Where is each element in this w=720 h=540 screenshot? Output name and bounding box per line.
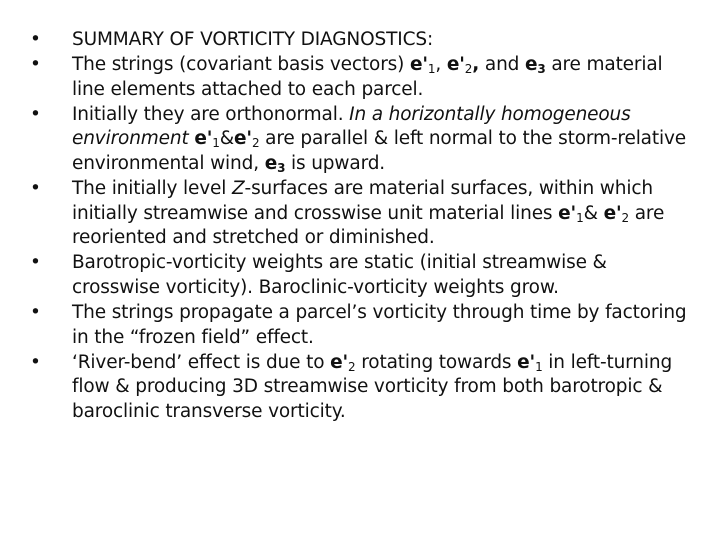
subscript-index: 1 (427, 62, 436, 77)
bullet-text: ‘River-bend’ effect is due to (72, 351, 331, 373)
bullet-text: Barotropic-vorticity weights are static (initial streamwise & crosswise vorticity). Baroclinic-vorticity weights grow. (72, 252, 607, 298)
bullet-text: -surfaces are material surfaces, within which initially streamwise and crosswise unit material lines (72, 178, 653, 224)
bullet-item (26, 103, 696, 177)
vector-symbol: e (524, 54, 538, 76)
bullet-text: in left-turning flow & producing 3D streamwise vorticity from both barotropic & baroclinic transverse vorticity. (72, 351, 673, 422)
subscript-index: 1 (212, 136, 220, 151)
subscript-index: 2 (348, 359, 356, 374)
bullet-item (26, 251, 696, 300)
subscript-index: 2 (464, 62, 473, 77)
bullet-dot-icon: • (30, 29, 41, 50)
subscript-index: 1 (535, 359, 543, 374)
vector-symbol: e' (409, 54, 428, 76)
bullet-dot-icon: • (30, 54, 41, 76)
italic-text: In a horizontally homogeneous environment (72, 103, 631, 150)
bullet-text: The strings propagate a parcel’s vorticity through time by factoring in the “frozen field” effect. (72, 302, 687, 348)
bullet-dot-icon: • (30, 302, 41, 324)
vector-symbol: e (264, 152, 278, 174)
subscript-index: 2 (251, 136, 260, 151)
italic-text: Z (232, 178, 245, 200)
bullet-list (26, 28, 696, 425)
subscript-index: 1 (576, 210, 584, 225)
bullet-text: are parallel & left normal to the storm-relative environmental wind, (72, 128, 686, 174)
bullet-item (26, 177, 696, 251)
bullet-text: The strings (covariant basis vectors) (72, 54, 410, 76)
vector-symbol: e' (558, 202, 577, 224)
subscript-index: 3 (277, 160, 286, 175)
bullet-dot-icon: • (30, 351, 41, 373)
vector-symbol: , (472, 54, 480, 76)
bullet-item (26, 351, 696, 425)
bullet-text: , (435, 54, 447, 76)
bullet-text: Initially they are orthonormal. (72, 103, 350, 125)
bullet-dot-icon: • (30, 178, 41, 200)
bullet-text: and (479, 54, 525, 76)
subscript-index: 3 (537, 62, 546, 77)
bullet-item (26, 28, 696, 53)
bullet-item (26, 53, 696, 102)
bullet-text: are material line elements attached to each parcel. (72, 54, 663, 100)
bullet-dot-icon: • (30, 252, 41, 274)
vector-symbol: e' (194, 128, 213, 150)
vector-symbol: e' (446, 54, 465, 76)
vector-symbol: e' (603, 202, 622, 224)
bullet-text: & (219, 128, 235, 150)
subscript-index: 2 (621, 210, 630, 225)
vector-symbol: e' (330, 351, 349, 373)
vector-symbol: e' (234, 128, 252, 150)
bullet-item (26, 301, 696, 350)
bullet-dot-icon: • (30, 103, 41, 125)
bullet-text: SUMMARY OF VORTICITY DIAGNOSTICS: (72, 29, 434, 50)
bullet-text: is upward. (285, 152, 386, 174)
bullet-text: rotating towards (355, 351, 518, 373)
bullet-text: The initially level (72, 178, 233, 200)
vector-symbol: e' (517, 351, 536, 373)
bullet-text: are reoriented and stretched or diminished. (72, 202, 665, 249)
bullet-text: & (583, 202, 604, 224)
